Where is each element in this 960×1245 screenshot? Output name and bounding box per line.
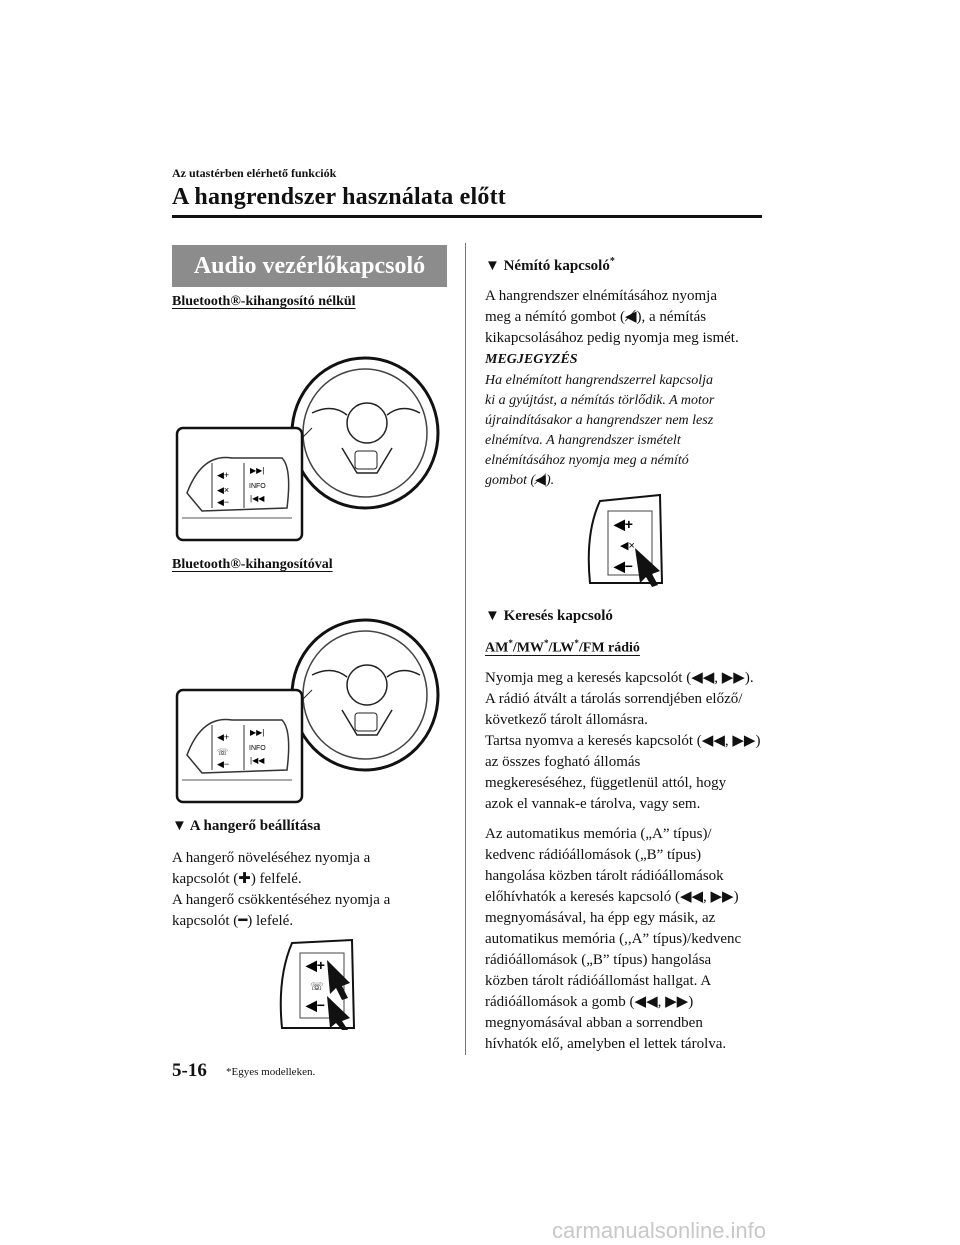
subheading-with-handsfree: Bluetooth®-kihangosítóval [172,557,333,572]
seek-paragraph-1: Nyomja meg a keresés kapcsolót (◀◀, ▶▶). A rádió átvált a tárolás sorrendjében előző/ következő tárolt állomásra. Tartsa nyomva a keresés kapcsolót (◀◀, ▶▶) az összes fogható állomás megkereséséhez, függetlenül attól, hogy azok el vannak-e tárolva, vagy sem. [485,670,761,812]
watermark: carmanualsonline.info [552,1218,767,1243]
seek-prev-icon: ◀◀ [691,670,715,686]
svg-text:◀×: ◀× [620,540,635,552]
svg-text:☏: ☏ [217,747,229,757]
seek-next-icon: ▶▶ [732,733,756,749]
svg-text:|◀◀: |◀◀ [250,494,265,503]
svg-text:◀−: ◀− [614,558,633,574]
page-number: 5-16 [172,1060,207,1081]
svg-text:▶▶|: ▶▶| [250,466,265,475]
seek-prev-icon: ◀◀ [679,889,704,905]
svg-text:☏: ☏ [310,981,324,993]
svg-text:◀−: ◀− [217,759,230,769]
volume-switch-illustration [272,938,362,1030]
seek-next-icon: ▶▶ [710,889,734,905]
note-paragraph: Ha elnémított hangrendszerrel kapcsolja ki a gyújtást, a némítás törlődik. A motor újraindításakor a hangrendszer nem lesz elnémítva. A hangrendszer ismételt elnémításához nyomja meg a némító gombot (◀̸). [485,371,765,491]
seek-prev-icon: ◀◀ [701,733,725,749]
section-banner: Audio vezérlőkapcsoló [172,245,447,287]
breadcrumb: Az utastérben elérhető funkciók [172,166,337,180]
seek-paragraph-2: Az automatikus memória („A” típus)/ kedvenc rádióállomások („B” típus) hangolása közben tárolt rádióállomások előhívhatók a keresés kapcsoló (◀◀, ▶▶) megnyomásával, ha épp egy másik, az automatikus memória (,,A” típus)/kedvenc rádióállomások („B” típus) hangolása közben tárolt rádióállomást hallgat. A rádióállomások a gomb (◀◀, ▶▶) megnyomásával abban a sorrendben hívhatók elő, amelyben el lettek tárolva. [485,826,742,1052]
volume-heading: ▼ A hangerő beállítása [172,818,321,834]
seek-heading: ▼ Keresés kapcsoló [485,608,613,624]
svg-text:◀−: ◀− [217,497,230,507]
svg-text:|◀◀: |◀◀ [250,756,265,765]
svg-text:◀−: ◀− [306,997,325,1013]
subheading-without-handsfree: Bluetooth®-kihangosító nélkül [172,294,356,309]
mute-icon: ◀̸ [535,473,546,488]
seek-prev-icon: ◀◀ [634,994,658,1010]
header-rule [172,215,762,218]
seek-next-icon: ▶▶ [665,994,689,1010]
steering-wheel-illustration-1 [172,333,442,543]
svg-text:◀+: ◀+ [217,470,230,480]
svg-text:◀+: ◀+ [306,957,325,973]
radio-subheading: AM*/MW*/LW*/FM rádió [485,638,640,656]
note-title: MEGJEGYZÉS [485,352,578,367]
seek-next-icon: ▶▶ [721,670,745,686]
svg-text:◀+: ◀+ [217,732,230,742]
column-divider [465,243,466,1055]
chapter-title: A hangrendszer használata előtt [172,184,506,210]
svg-text:◀×: ◀× [217,485,230,495]
svg-text:INFO: INFO [249,745,266,752]
svg-text:◀+: ◀+ [614,516,633,532]
mute-heading: ▼ Némító kapcsoló* [485,256,615,274]
mute-icon: ◀̸ [624,309,637,325]
svg-text:▶▶|: ▶▶| [250,728,265,737]
mute-switch-illustration [580,493,670,588]
footnote: *Egyes modelleken. [226,1066,316,1078]
volume-paragraph: A hangerő növeléséhez nyomja a kapcsolót (✚) felfelé. A hangerő csökkentéséhez nyomja a kapcsolót (━) lefelé. [172,848,452,932]
plus-icon: ✚ [238,871,251,887]
minus-icon: ━ [238,913,248,929]
steering-wheel-illustration-2 [172,595,442,805]
svg-text:INFO: INFO [249,483,266,490]
mute-paragraph: A hangrendszer elnémításához nyomja meg a némító gombot (◀̸), a némítás kikapcsolásához pedig nyomja meg ismét. [485,288,739,346]
